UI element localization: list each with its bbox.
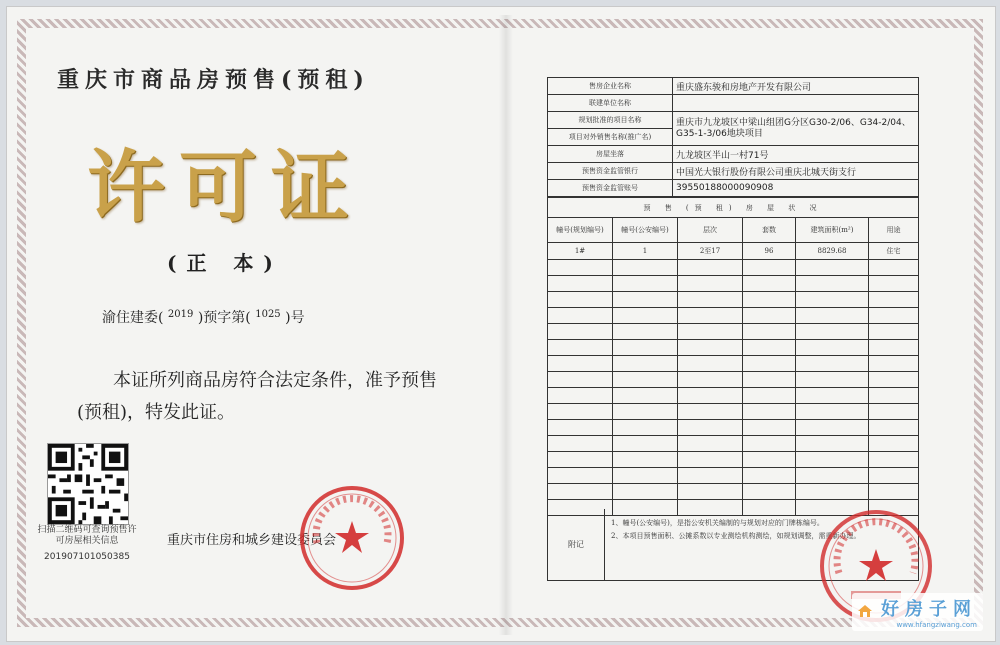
info-row [548,95,919,112]
empty-table-cell [869,420,919,436]
house-icon [858,605,872,617]
info-row [548,78,919,95]
empty-table-cell [743,340,796,356]
permit-document [6,6,996,642]
info-label: 规划批准的项目名称 [548,112,673,129]
empty-table-cell [869,324,919,340]
empty-table-cell [548,324,613,340]
empty-table-cell [743,436,796,452]
empty-table-cell [796,404,869,420]
empty-table-cell [613,292,678,308]
info-value: 重庆盛东骏和房地产开发有限公司 [673,78,919,95]
empty-table-cell [678,260,743,276]
empty-table-cell [548,452,613,468]
empty-table-cell [548,468,613,484]
info-row [548,180,919,197]
info-label: 售房企业名称 [548,78,673,95]
empty-table-cell [613,340,678,356]
empty-table-cell [869,356,919,372]
empty-table-cell [548,388,613,404]
empty-table-row [548,308,919,324]
info-label: 项目对外销售名称(推广名) [548,129,673,146]
empty-table-row [548,388,919,404]
empty-table-cell [796,340,869,356]
empty-table-cell [678,436,743,452]
info-label: 房屋坐落 [548,146,673,163]
empty-table-cell [796,468,869,484]
table-cell: 96 [743,243,796,260]
empty-table-cell [613,420,678,436]
empty-table-row [548,404,919,420]
watermark-text: 好房子网 [881,599,977,620]
remarks-label: 附记 [548,509,605,580]
column-header: 层次 [678,218,743,243]
empty-table-cell [743,260,796,276]
empty-table-cell [678,372,743,388]
column-header: 幢号(规划编号) [548,218,613,243]
empty-table-cell [613,372,678,388]
empty-table-cell [613,260,678,276]
qr-caption: 扫描二维码可查询预售许可房屋相关信息 [37,525,137,546]
table-cell: 8829.68 [796,243,869,260]
info-row [548,163,919,180]
permit-number-line [102,307,432,327]
empty-table-cell [548,484,613,500]
empty-table-cell [796,292,869,308]
empty-table-cell [548,404,613,420]
empty-table-cell [678,420,743,436]
permit-number: 1025 [255,309,281,320]
empty-table-row [548,356,919,372]
empty-table-row [548,372,919,388]
empty-table-cell [796,484,869,500]
empty-table-cell [796,260,869,276]
empty-table-cell [796,436,869,452]
empty-table-cell [678,292,743,308]
qr-code-number: 20190710105038​5 [44,552,130,562]
table-row [548,243,919,260]
page-fold [499,15,513,635]
empty-table-cell [678,388,743,404]
empty-table-cell [613,276,678,292]
table-cell: 1# [548,243,613,260]
empty-table-cell [743,372,796,388]
certificate-title-line: 重庆市商品房预售(预租) [57,67,370,93]
empty-table-cell [743,276,796,292]
info-value: 九龙坡区半山一村71号 [673,146,919,163]
empty-table-cell [869,484,919,500]
empty-table-cell [796,356,869,372]
empty-table-cell [678,452,743,468]
empty-table-cell [869,468,919,484]
empty-table-cell [796,420,869,436]
empty-table-cell [548,372,613,388]
official-seal-left [297,483,407,593]
empty-table-cell [869,452,919,468]
empty-table-cell [869,372,919,388]
remark-line: 2、本项目预售面积、公摊系数以专业测绘机构测绘，如规划调整，需重新办理。 [611,532,861,540]
empty-table-cell [796,388,869,404]
permit-year: 2019 [167,309,194,320]
sales-header-row [548,218,919,243]
info-label: 预售资金监管银行 [548,163,673,180]
info-value: 39550188000090908 [673,180,919,197]
empty-table-row [548,292,919,308]
empty-table-row [548,484,919,500]
empty-table-cell [548,420,613,436]
column-header: 幢号(公安编号) [613,218,678,243]
empty-table-cell [743,324,796,340]
empty-table-cell [548,276,613,292]
empty-table-cell [743,468,796,484]
empty-table-cell [613,356,678,372]
empty-table-cell [869,260,919,276]
project-info-table [547,77,919,197]
empty-table-cell [743,356,796,372]
qr-code[interactable] [47,443,129,525]
empty-table-cell [613,388,678,404]
empty-table-cell [743,404,796,420]
empty-table-cell [678,356,743,372]
empty-table-row [548,452,919,468]
watermark-url: www.hfangziwang.com [896,621,977,629]
info-row [548,112,919,129]
empty-table-row [548,260,919,276]
empty-table-cell [548,292,613,308]
empty-table-cell [869,388,919,404]
empty-table-cell [743,484,796,500]
empty-table-cell [548,260,613,276]
empty-table-cell [548,340,613,356]
permit-suffix: )号 [285,310,305,326]
empty-table-cell [743,308,796,324]
column-header: 套数 [743,218,796,243]
empty-table-cell [678,468,743,484]
empty-table-cell [796,324,869,340]
column-header: 建筑面积(m²) [796,218,869,243]
empty-table-cell [743,292,796,308]
empty-table-cell [613,404,678,420]
empty-table-row [548,324,919,340]
empty-table-cell [613,436,678,452]
empty-table-cell [613,308,678,324]
empty-table-cell [869,292,919,308]
qr-code-graphic [48,444,128,524]
permit-prefix: 渝住建委( [102,310,164,326]
empty-table-cell [678,324,743,340]
empty-table-cell [613,452,678,468]
empty-table-cell [613,324,678,340]
empty-table-cell [548,308,613,324]
permit-mid: )预字第( [197,310,251,326]
empty-table-row [548,436,919,452]
column-header: 用途 [869,218,919,243]
info-value: 重庆市九龙坡区中梁山组团G分区G30-2/06、G34-2/04、G35-1-3/06地块项目 [673,112,919,146]
empty-table-cell [869,308,919,324]
site-watermark [852,593,983,631]
empty-table-cell [743,452,796,468]
empty-table-cell [548,356,613,372]
empty-table-cell [743,420,796,436]
table-cell: 2至17 [678,243,743,260]
certificate-main-title: 许可证 [87,142,364,233]
permit-details-page [547,77,919,581]
empty-table-cell [548,436,613,452]
empty-table-cell [796,372,869,388]
sales-banner: 预 售 (预 租) 房 屋 状 况 [548,198,919,218]
issuing-authority: 重庆市住房和城乡建设委员会 [167,533,337,548]
empty-table-cell [796,308,869,324]
empty-table-row [548,340,919,356]
empty-table-cell [613,468,678,484]
info-value: 中国光大银行股份有限公司重庆北城天街支行 [673,163,919,180]
empty-table-row [548,468,919,484]
empty-table-cell [678,340,743,356]
empty-table-row [548,420,919,436]
sales-status-table [547,197,919,516]
remark-line: 1、幢号(公安编号)，是指公安机关编制的与规划对应的门牌栋编号。 [611,519,824,527]
empty-table-cell [678,404,743,420]
empty-table-cell [678,276,743,292]
empty-table-cell [743,388,796,404]
empty-table-cell [613,484,678,500]
copy-type-label: (正 本) [167,251,283,275]
empty-table-cell [869,404,919,420]
info-row [548,146,919,163]
empty-table-cell [796,452,869,468]
empty-table-cell [869,276,919,292]
info-value [673,95,919,112]
empty-table-cell [678,484,743,500]
info-label: 联建单位名称 [548,95,673,112]
empty-table-cell [796,276,869,292]
empty-table-cell [678,308,743,324]
certificate-statement: 本证所列商品房符合法定条件，准予预售(预租)，特发此证。 [77,370,437,423]
empty-table-cell [869,436,919,452]
table-cell: 1 [613,243,678,260]
info-label: 预售资金监管账号 [548,180,673,197]
empty-table-row [548,276,919,292]
empty-table-cell [869,340,919,356]
table-cell: 住宅 [869,243,919,260]
